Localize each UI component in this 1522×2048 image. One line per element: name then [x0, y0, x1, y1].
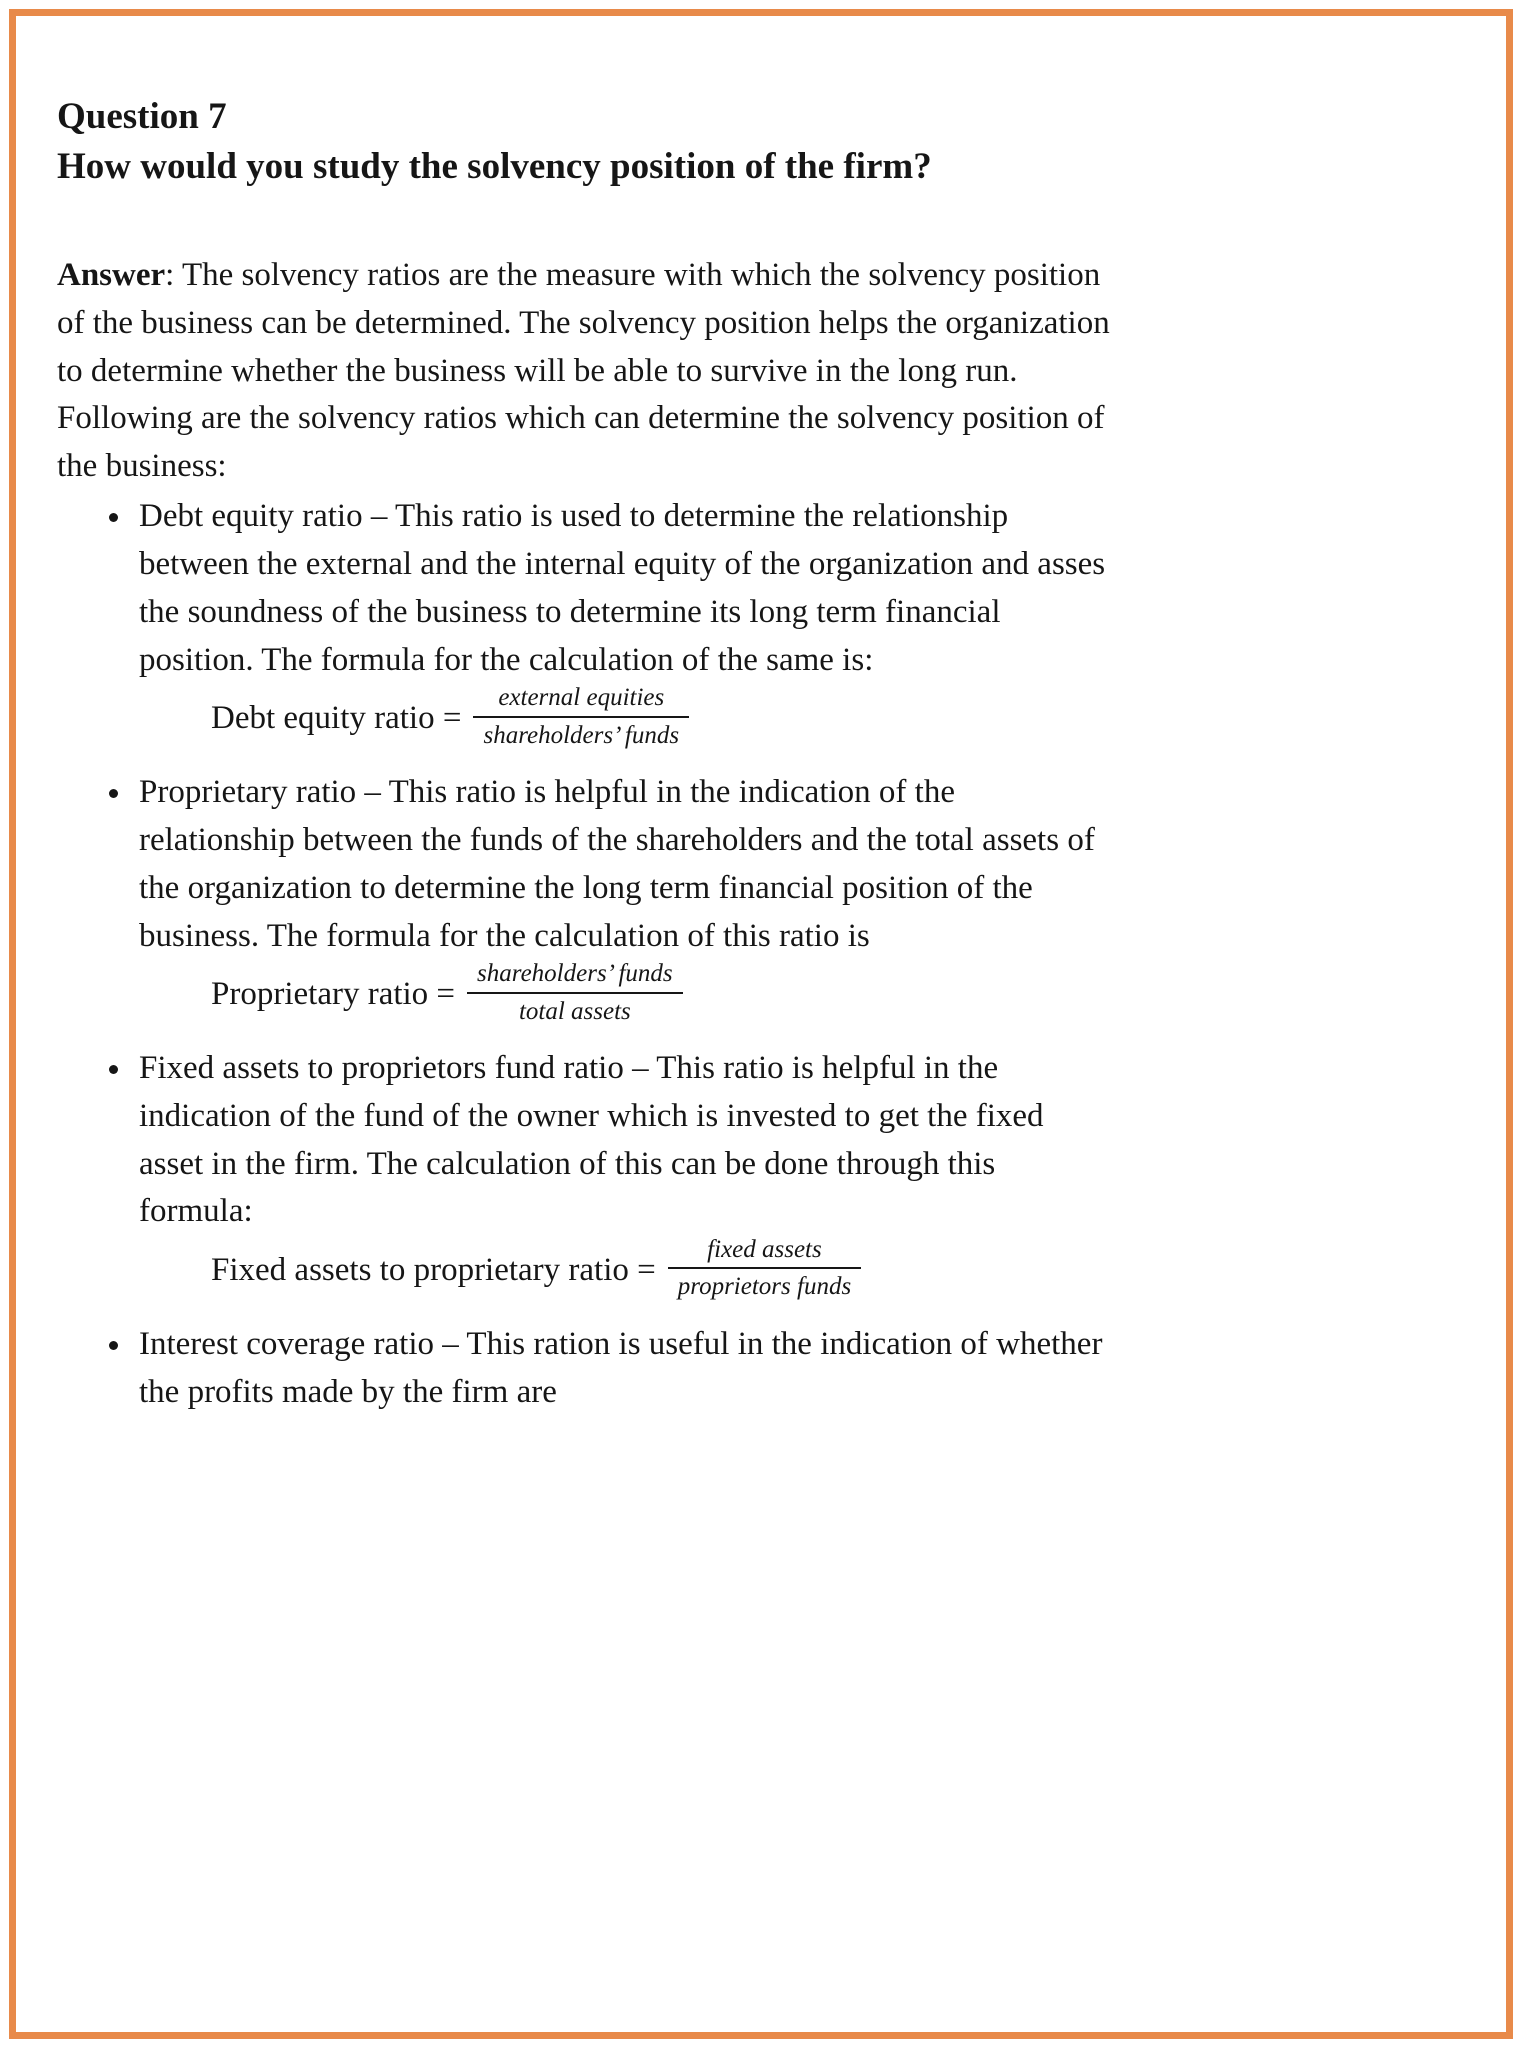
page-border	[9, 9, 1513, 2039]
bullet-text: Interest coverage ratio – This ration is useful in the indication of whether the profits made by the firm are	[139, 1325, 1103, 1410]
fraction	[467, 958, 683, 1027]
question-heading	[57, 92, 1112, 192]
fraction-numerator: fixed assets	[668, 1234, 861, 1269]
fixed-assets-formula	[211, 1238, 1112, 1307]
solvency-ratio-list	[57, 493, 1112, 1416]
bullet-item-interest-coverage-ratio	[134, 1321, 1112, 1417]
fraction-numerator: shareholders’ funds	[467, 958, 683, 993]
formula-label: Proprietary ratio =	[211, 976, 456, 1013]
fraction-denominator: total assets	[518, 997, 631, 1025]
debt-equity-formula	[211, 686, 1112, 755]
bullet-item-fixed-assets-ratio	[134, 1045, 1112, 1307]
formula-label: Debt equity ratio =	[211, 700, 462, 737]
answer-paragraph	[57, 252, 1112, 491]
bullet-item-proprietary-ratio	[134, 769, 1112, 1031]
answer-label: Answer	[57, 256, 166, 293]
fraction-denominator: proprietors funds	[677, 1273, 852, 1301]
fraction	[473, 682, 689, 751]
proprietary-ratio-formula	[211, 962, 1112, 1031]
bullet-text: Debt equity ratio – This ratio is used to determine the relationship between the external and the internal equity of the organization and asses the soundness of the business to determine its long term financial position. The formula for the calculation of the same is:	[139, 498, 1106, 678]
bullet-text: Fixed assets to proprietors fund ratio – This ratio is helpful in the indication of the fund of the owner which is invested to get the fixed asset in the firm. The calculation of this can be done through this formula:	[139, 1049, 1044, 1230]
document-content	[16, 16, 1152, 1416]
bullet-text: Proprietary ratio – This ratio is helpful in the indication of the relationship between the funds of the shareholders and the total assets of the organization to determine the long term financial position of the business. The formula for the calculation of this ratio is	[139, 773, 1095, 954]
fraction	[668, 1234, 861, 1303]
formula-label: Fixed assets to proprietary ratio =	[211, 1252, 656, 1289]
question-title: How would you study the solvency position of the firm?	[57, 145, 932, 187]
fraction-denominator: shareholders’ funds	[483, 721, 680, 749]
answer-text: : The solvency ratios are the measure with which the solvency position of the business can be determined. The solvency position helps the organization to determine whether the business will be able to survive in the long run. Following are the solvency ratios which can determine the solvency position of the business:	[57, 256, 1110, 485]
question-label: Question 7	[57, 96, 227, 137]
bullet-item-debt-equity-ratio	[134, 493, 1112, 755]
fraction-numerator: external equities	[473, 682, 689, 717]
